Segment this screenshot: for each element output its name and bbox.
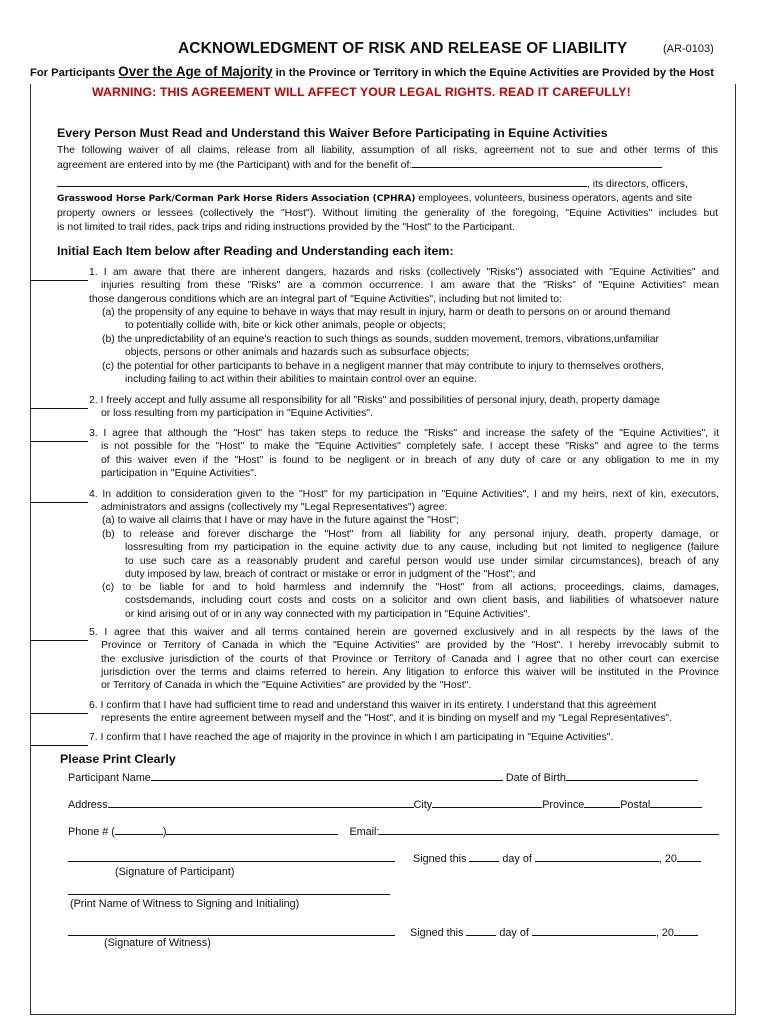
initial-blank-4[interactable] [30,492,88,506]
postal-field[interactable] [650,797,702,808]
initial-blank-3[interactable] [30,431,88,445]
participant-signature-row: Signed this day of , 20 [68,851,701,865]
waiver-item-1a: (a) the propensity of any equine to behave in ways that may result in injury, harm or death to persons on or around themand to potentially collide with, bite or kick other animals, people or objects; [102,307,671,332]
participant-signature-caption: (Signature of Participant) [115,866,235,878]
waiver-item-4b: (b) to release and forever discharge the "Host" from all liability for any personal injury, death, property damage, or lossresulting from my participation in the equine activity due to any cause, including but not limited to negligence (failure to use such care as a reasonably prudent and careful person would use under similar circumstances), breach of any duty imposed by law, breach of contract or mistake or error in judgment of the "Host"; and [102,529,719,580]
intro-line: is not limited to trail rides, pack trips and riding instructions provided by the "Host" to the Participant. [57,222,515,233]
witness-month-field[interactable] [532,925,656,936]
witness-year-field[interactable] [674,925,698,936]
waiver-item-1c: (c) the potential for other participants to behave in a negligent manner that may contribute to injury to themselves orothers, including failing to act within their abilities to maintain control over an equine. [102,361,664,386]
print-clearly-heading: Please Print Clearly [60,752,176,766]
city-field[interactable] [432,797,542,808]
subtitle-emphasis: Over the Age of Majority [118,64,273,79]
participant-name-field[interactable] [151,770,503,781]
email-field[interactable] [379,824,719,835]
participant-month-field[interactable] [535,851,659,862]
intro-line: Grasswood Horse Park/Corman Park Horse Riders Association (CPHRA) employees, volunteers, business operators, agents and site [57,193,693,204]
form-code: (AR-0103) [663,43,714,55]
subtitle [30,64,714,79]
subtitle-post: in the Province or Territory in which the Equine Activities are Provided by the Host [275,67,714,79]
phone-number-field[interactable] [166,824,338,835]
participant-signature-field[interactable] [68,851,395,862]
document-title: ACKNOWLEDGMENT OF RISK AND RELEASE OF LIABILITY [178,40,628,57]
witness-name-row [68,884,390,898]
participant-name-row: Participant Name Date of Birth [68,770,698,784]
waiver-item-7: 7. I confirm that I have reached the age of majority in the province in which I am participating in "Equine Activities". [89,732,614,743]
waiver-item-1: 1. I am aware that there are inherent dangers, hazards and risks (collectively "Risks") associated with "Equine Activities" and injuries resulting from these "Risks" are a common occurrence. I am aware that the "Risks" of "Equine Activities" mean those dangerous conditions which are an integral part of "Equine Activities", including but not limited to: [89,267,719,305]
initial-blank-6[interactable] [30,703,88,717]
waiver-item-4c: (c) to be liable for and to hold harmless and indemnify the "Host" from all actions, proceedings, claims, damages, costsdemands, including court costs and costs on a solicitor and own client basis, and liabilities of whatsoever nature or kind arising out of or in any way connected with my participation in "Equine Activities". [102,582,719,620]
waiver-item-5: 5. I agree that this waiver and all terms contained herein are governed exclusively and in all respects by the laws of the Province or Territory of Canada in which the "Equine Activities" are provided by the "Host". I hereby irrevocably submit to the exclusive jurisdiction of the courts of that Province or Territory of Canada and I agree that no other court can exercise jurisdiction over the terms and claims referred to herein. Any litigation to enforce this waiver will be instituted in the Province or Territory of Canada in which the "Equine Activities" are provided by the "Host". [89,627,719,692]
association-name: Grasswood Horse Park/Corman Park Horse Riders Association (CPHRA) [57,194,416,204]
host-name-line[interactable] [412,157,662,168]
participant-year-field[interactable] [677,851,701,862]
province-field[interactable] [584,797,620,808]
witness-signature-caption: (Signature of Witness) [104,937,211,949]
waiver-item-6: 6. I confirm that I have had sufficient time to read and understand this waiver in its entirety. I understand that this agreement represents the entire agreement between myself and the "Host", and it is binding on myself and my "Legal Representatives". [89,700,672,725]
warning-banner: WARNING: THIS AGREEMENT WILL AFFECT YOUR LEGAL RIGHTS. READ IT CAREFULLY! [92,85,631,99]
contact-row: Phone # ( ) Email: [68,824,719,838]
witness-day-field[interactable] [466,925,496,936]
initial-blank-7[interactable] [30,735,88,749]
initial-blank-5[interactable] [30,630,88,644]
address-row: Address City Province Postal [68,797,702,811]
intro-line: The following waiver of all claims, release from all liability, assumption of all risks, agreement not to sue and other terms of this [57,145,718,156]
witness-name-caption: (Print Name of Witness to Signing and Initialing) [70,898,300,910]
intro-line: , its directors, officers, [57,176,688,191]
participant-day-field[interactable] [469,851,499,862]
host-name-line-2[interactable] [57,176,587,187]
waiver-item-3: 3. I agree that although the "Host" has taken steps to reduce the "Risks" and increase the safety of the "Equine Activities", it is not possible for the "Host" to make the "Equine Activities" completely safe. I accept these "Risks" and agree to the terms of this waiver even if the "Host" is found to be negligent or in breach of any duty of care or any obligation to me in my participation in "Equine Activities". [89,428,719,479]
intro-line: agreement are entered into by me (the Participant) with and for the benefit of: [57,157,662,172]
phone-area-field[interactable] [115,824,163,835]
intro-heading: Every Person Must Read and Understand this Waiver Before Participating in Equine Activities [57,126,608,140]
witness-signature-field[interactable] [68,925,395,936]
witness-name-field[interactable] [68,884,390,895]
waiver-item-4a: (a) to waive all claims that I have or may have in the future against the "Host"; [102,515,459,526]
waiver-item-1b: (b) the unpredictability of an equine's reaction to such things as sounds, sudden movement, tremors, vibrations,unfamiliar objects, persons or other animals and hazards such as subsurface objects; [102,334,660,359]
intro-line: property owners or lessees (collectively the "Host"). Without limiting the generality of the foregoing, "Equine Activities" includes but [57,208,718,219]
waiver-item-2: 2. I freely accept and fully assume all responsibility for all "Risks" and possibilities of personal injury, death, property damage or loss resulting from my participation in "Equine Activities". [89,395,660,420]
date-of-birth-field[interactable] [566,770,698,781]
waiver-item-4: 4. In addition to consideration given to the "Host" for my participation in "Equine Activities", I and my heirs, next of kin, executors, administrators and assigns (collectively my "Legal Representatives") agree: [89,489,719,514]
initial-blank-1[interactable] [30,270,88,284]
initial-blank-2[interactable] [30,398,88,412]
subtitle-pre: For Participants [30,67,116,79]
initial-heading: Initial Each Item below after Reading and Understanding each item: [57,244,454,258]
address-field[interactable] [108,797,414,808]
witness-signature-row: Signed this day of , 20 [68,925,698,939]
